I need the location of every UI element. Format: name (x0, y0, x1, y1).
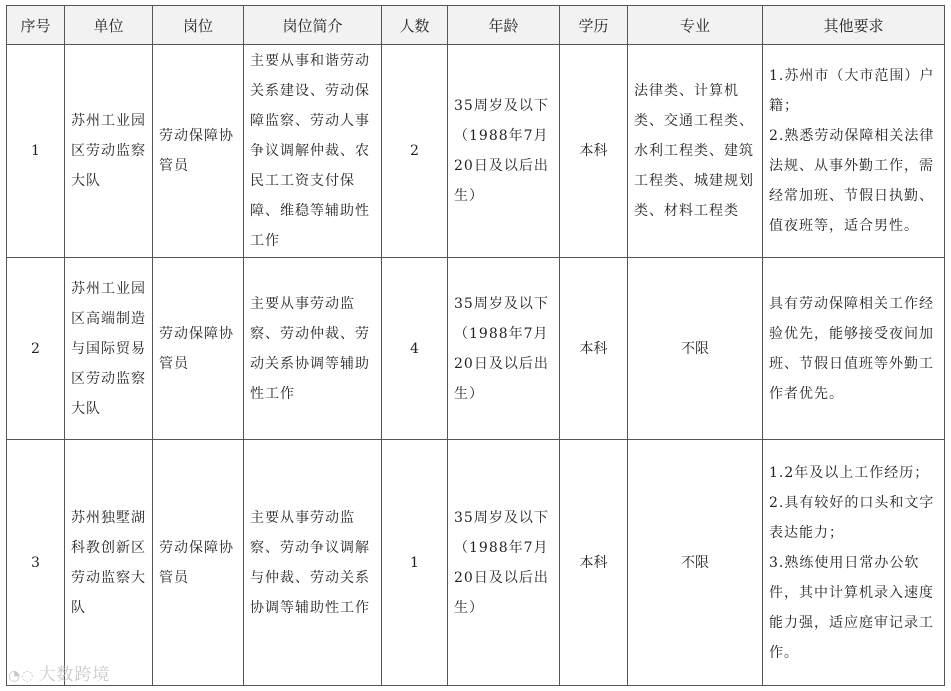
requirement-line: 3.熟练使用日常办公软件，其中计算机录入速度能力强，适应庭审记录工作。 (769, 554, 934, 661)
header-other: 其他要求 (763, 6, 945, 45)
cell-edu: 本科 (560, 258, 628, 440)
requirement-line: 2.熟悉劳动保障相关法律法规、从事外勤工作，需经常加班、节假日执勤、值夜班等，适合男性。 (769, 128, 935, 234)
cell-age: 35周岁及以下（1988年7月20日及以后出生） (448, 45, 560, 258)
table-row (7, 45, 945, 258)
cell-major: 不限 (628, 258, 763, 440)
requirement-line: 1.苏州市（大市范围）户籍； (769, 68, 935, 114)
cell-unit: 苏州独墅湖科教创新区劳动监察大队 (65, 440, 153, 686)
header-age: 年龄 (448, 6, 560, 45)
cell-edu: 本科 (560, 45, 628, 258)
cell-other (763, 258, 945, 440)
cell-no: 3 (7, 440, 65, 686)
cell-post: 劳动保障协管员 (153, 45, 244, 258)
header-major: 专业 (628, 6, 763, 45)
requirement-line: 1.2年及以上工作经历； (769, 464, 930, 481)
recruitment-table (6, 5, 945, 686)
cell-post: 劳动保障协管员 (153, 440, 244, 686)
cell-unit: 苏州工业园区劳动监察大队 (65, 45, 153, 258)
header-count: 人数 (382, 6, 448, 45)
cell-count: 1 (382, 440, 448, 686)
cell-major: 不限 (628, 440, 763, 686)
cell-desc: 主要从事和谐劳动关系建设、劳动保障监察、劳动人事争议调解仲裁、农民工工资支付保障、维稳等辅助性工作 (244, 45, 382, 258)
cell-unit: 苏州工业园区高端制造与国际贸易区劳动监察大队 (65, 258, 153, 440)
requirement-line: 2.具有较好的口头和文字表达能力； (769, 494, 935, 541)
header-edu: 学历 (560, 6, 628, 45)
requirement-line: 具有劳动保障相关工作经验优先，能够接受夜间加班、节假日值班等外勤工作者优先。 (769, 295, 934, 402)
watermark (8, 660, 110, 685)
watermark-text: 大数跨境 (38, 665, 111, 685)
cell-major: 法律类、计算机类、交通工程类、水利工程类、建筑工程类、城建规划类、材料工程类 (628, 45, 763, 258)
header-row (7, 6, 945, 45)
cell-other (763, 440, 945, 686)
cell-no: 1 (7, 45, 65, 258)
cell-no: 2 (7, 258, 65, 440)
table-row (7, 258, 945, 440)
cell-post: 劳动保障协管员 (153, 258, 244, 440)
cell-count: 2 (382, 45, 448, 258)
cell-count: 4 (382, 258, 448, 440)
cell-other (763, 45, 945, 258)
table-row (7, 440, 945, 686)
header-unit: 单位 (65, 6, 153, 45)
header-no: 序号 (7, 6, 65, 45)
cell-edu: 本科 (560, 440, 628, 686)
watermark-logo-icon: ◔◌ (8, 668, 35, 684)
cell-age: 35周岁及以下（1988年7月20日及以后出生） (448, 258, 560, 440)
cell-desc: 主要从事劳动监察、劳动争议调解与仲裁、劳动关系协调等辅助性工作 (244, 440, 382, 686)
cell-desc: 主要从事劳动监察、劳动仲裁、劳动关系协调等辅助性工作 (244, 258, 382, 440)
cell-age: 35周岁及以下（1988年7月20日及以后出生） (448, 440, 560, 686)
header-post: 岗位 (153, 6, 244, 45)
header-desc: 岗位简介 (244, 6, 382, 45)
